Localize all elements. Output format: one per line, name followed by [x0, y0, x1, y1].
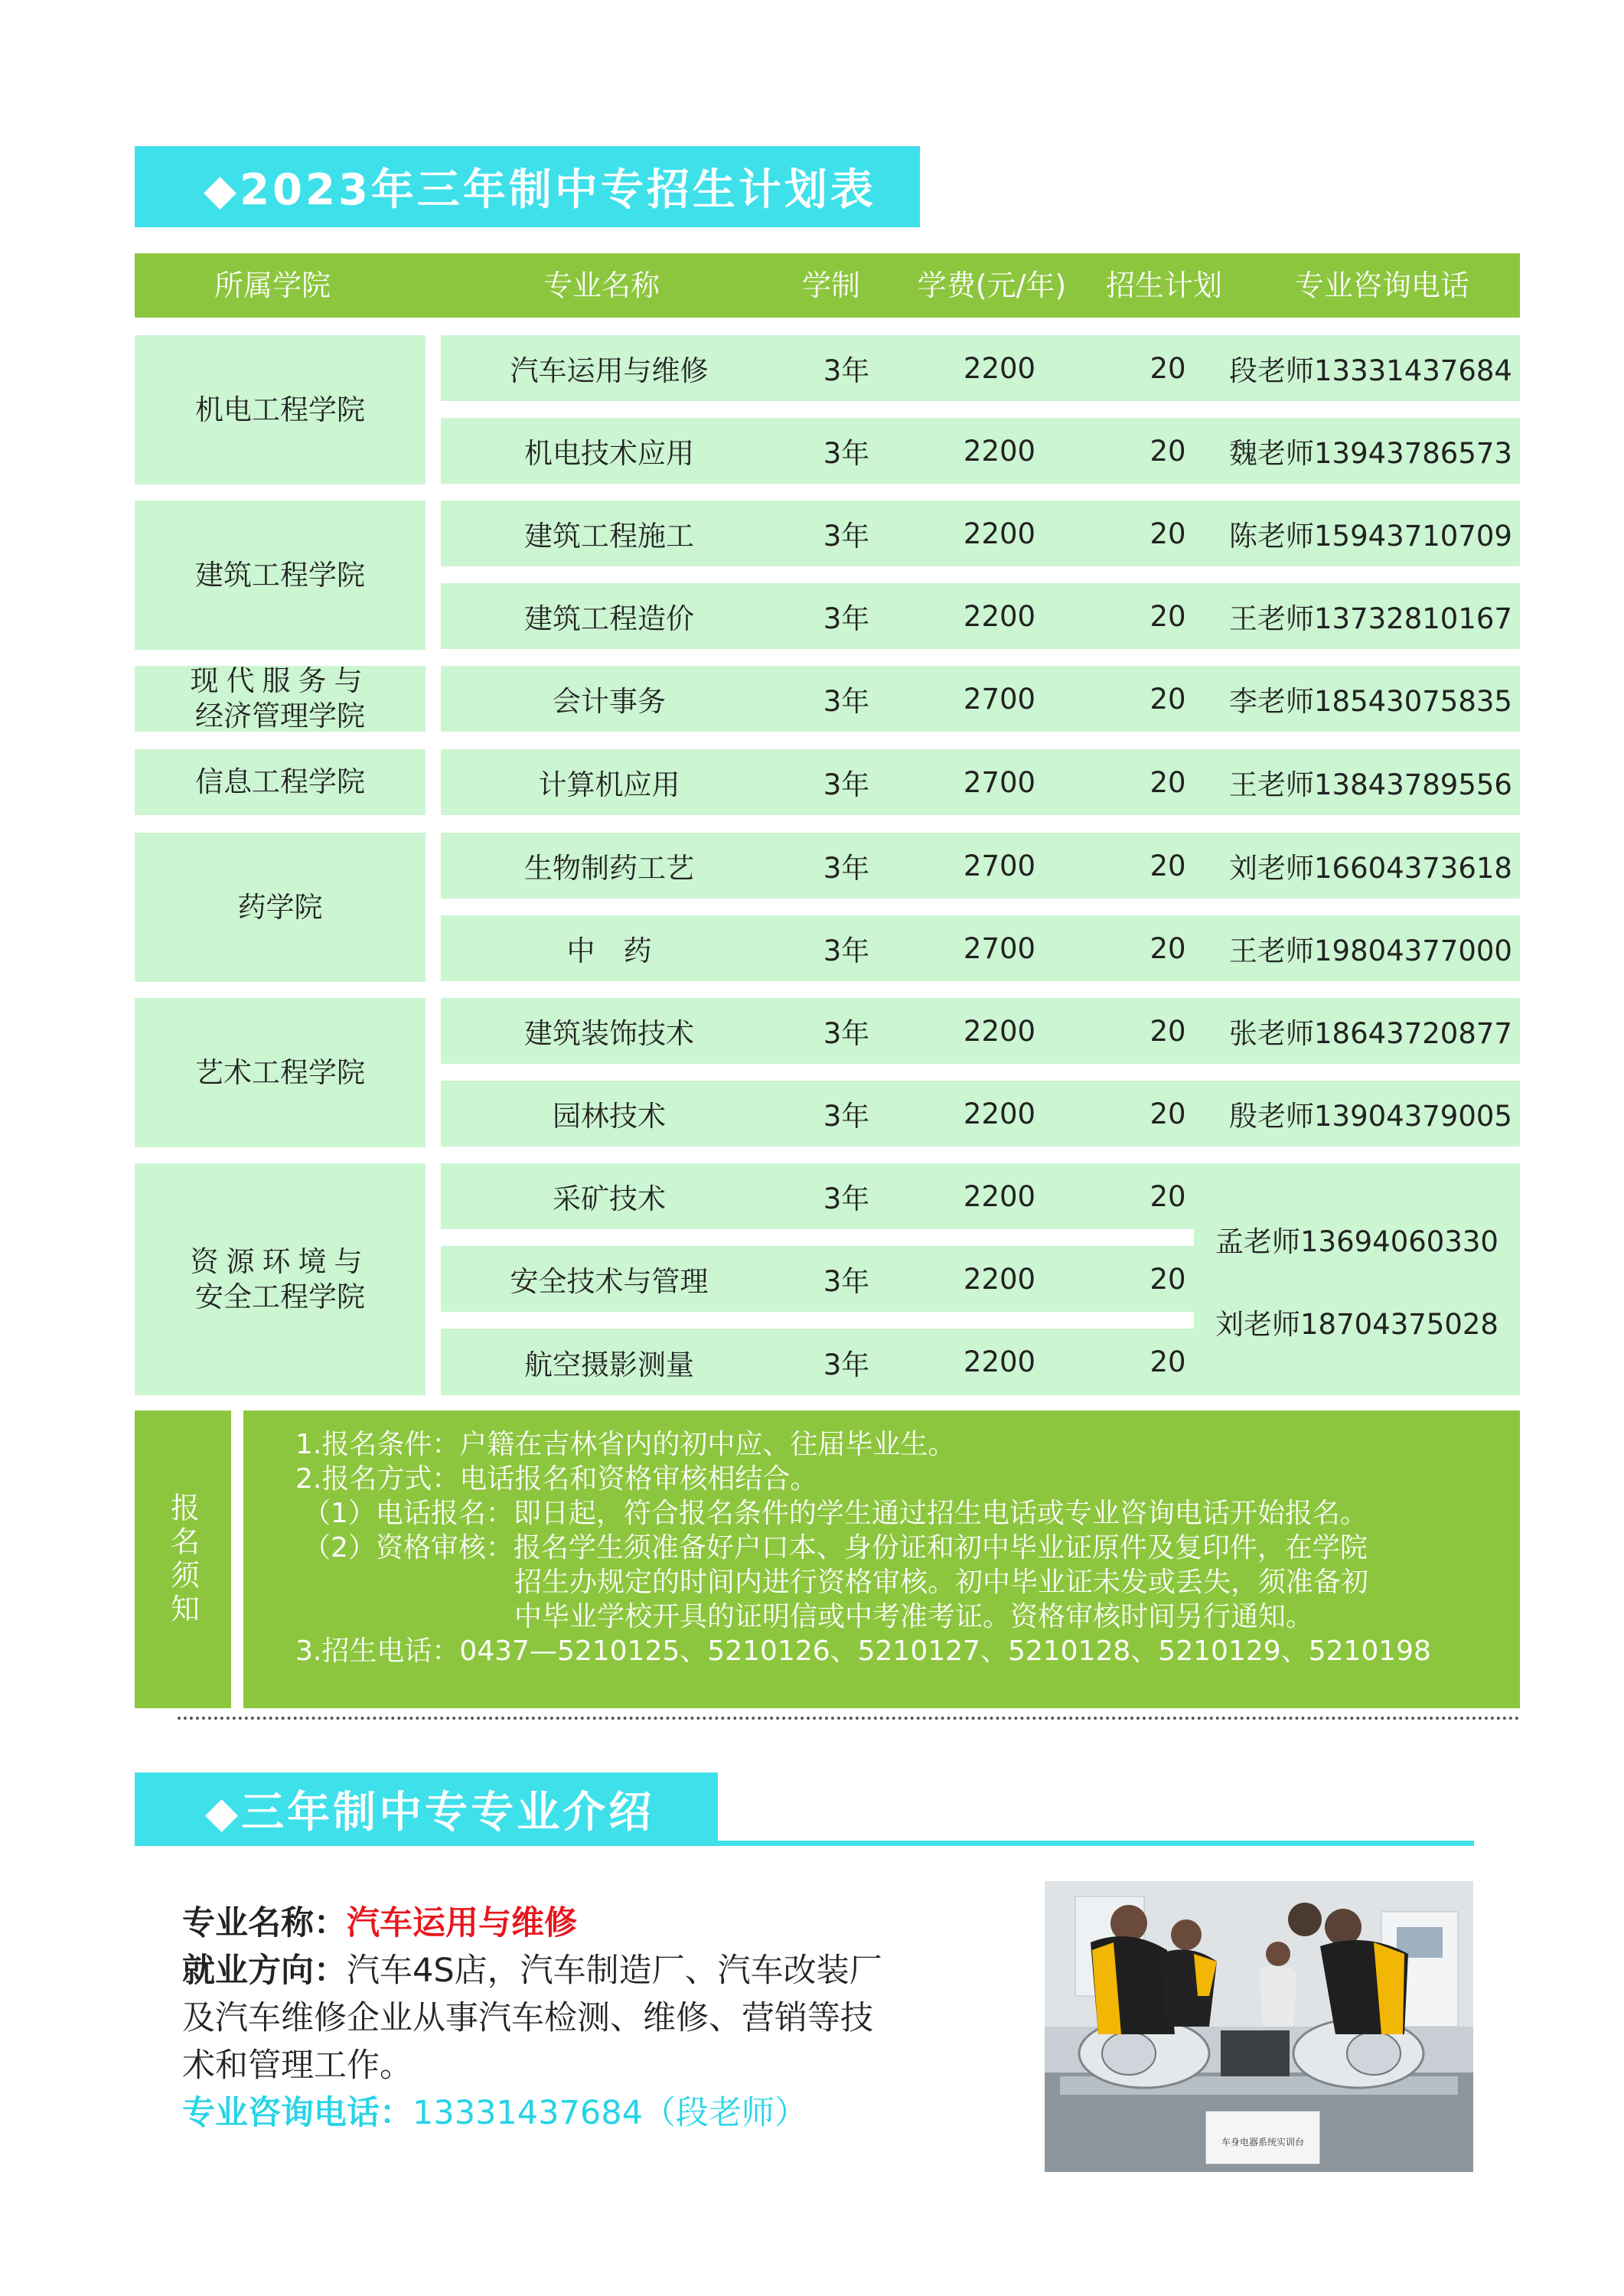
college-name-line1: 资源环境与	[190, 1244, 370, 1278]
table-row	[441, 335, 1520, 401]
plan-cell: 20	[1150, 434, 1186, 468]
major-name-value: 汽车运用与维修	[347, 1904, 577, 1942]
fee-cell: 2200	[963, 351, 1036, 385]
major-cell: 汽车运用与维修	[510, 354, 709, 387]
table-row	[441, 666, 1520, 732]
plan-cell: 20	[1150, 599, 1186, 633]
fee-cell: 2200	[963, 1345, 1036, 1378]
phone-cell: 刘老师16604373618	[1229, 852, 1512, 885]
plan-cell: 20	[1150, 1097, 1186, 1130]
notice-label: 报名须知	[165, 1492, 200, 1627]
table-row	[441, 418, 1520, 484]
table-row	[441, 583, 1520, 649]
notice-line: （1）电话报名：即日起，符合报名条件的学生通过招生电话或专业咨询电话开始报名。	[303, 1498, 1368, 1529]
consult-line	[182, 2089, 978, 2137]
consult-phone: 13331437684（段老师）	[413, 2094, 807, 2132]
plan-cell: 20	[1150, 1262, 1186, 1296]
phone-cell: 陈老师15943710709	[1229, 520, 1512, 553]
table-row	[441, 915, 1520, 981]
fee-cell: 2700	[963, 682, 1036, 716]
phone-cell: 刘老师18704375028	[1194, 1299, 1520, 1345]
college-name: 机电工程学院	[195, 393, 365, 426]
table-row	[441, 1329, 1194, 1395]
college-cell	[135, 998, 426, 1147]
fee-cell: 2200	[963, 1014, 1036, 1048]
header-plan: 招生计划	[1105, 269, 1222, 302]
phone-cell: 李老师18543075835	[1229, 685, 1512, 718]
major-cell: 中 药	[566, 934, 652, 967]
college-name-line1: 现代服务与	[190, 664, 370, 697]
phone-cell: 张老师18643720877	[1229, 1017, 1512, 1050]
years-cell: 3年	[823, 1348, 870, 1381]
header-major: 专业名称	[543, 269, 660, 302]
years-cell: 3年	[823, 602, 870, 635]
plan-title-banner	[135, 146, 920, 227]
intro-title-banner	[135, 1773, 718, 1846]
fee-cell: 2200	[963, 434, 1036, 468]
major-cell: 安全技术与管理	[510, 1265, 709, 1298]
major-cell: 机电技术应用	[524, 437, 694, 470]
phone-cell: 魏老师13943786573	[1229, 437, 1512, 470]
notice-line: 1.报名条件：户籍在吉林省内的初中应、往届毕业生。	[295, 1429, 956, 1460]
plan-cell: 20	[1150, 931, 1186, 965]
header-years: 学制	[801, 269, 860, 302]
college-cell	[135, 666, 426, 732]
fee-cell: 2200	[963, 1179, 1036, 1213]
fee-cell: 2200	[963, 1262, 1036, 1296]
table-header	[135, 253, 1520, 318]
college-name-line2: 安全工程学院	[195, 1280, 365, 1313]
career-label: 就业方向：	[182, 1952, 347, 1990]
major-cell: 航空摄影测量	[524, 1348, 694, 1381]
major-cell: 会计事务	[553, 685, 666, 718]
college-name-line2: 经济管理学院	[195, 700, 365, 732]
phone-cell: 王老师13732810167	[1229, 602, 1512, 635]
header-college: 所属学院	[214, 269, 331, 302]
college-cell	[135, 833, 426, 982]
college-name: 建筑工程学院	[195, 558, 365, 592]
plan-cell: 20	[1150, 682, 1186, 716]
plan-cell: 20	[1150, 517, 1186, 550]
career-text: 及汽车维修企业从事汽车检测、维修、营销等技	[182, 1999, 873, 2037]
years-cell: 3年	[823, 1017, 870, 1050]
years-cell: 3年	[823, 520, 870, 553]
years-cell: 3年	[823, 354, 870, 387]
notice-line: （2）资格审核：报名学生须准备好户口本、身份证和初中毕业证原件及复印件，在学院	[303, 1532, 1368, 1564]
fee-cell: 2200	[963, 517, 1036, 550]
years-cell: 3年	[823, 768, 870, 801]
major-name-label: 专业名称：	[182, 1904, 347, 1942]
table-row	[441, 1246, 1194, 1312]
notice-line: 中毕业学校开具的证明信或中考准考证。资格审核时间另行通知。	[514, 1601, 1314, 1632]
table-row	[441, 501, 1520, 566]
major-cell: 采矿技术	[553, 1182, 666, 1215]
years-cell: 3年	[823, 1265, 870, 1298]
major-cell: 计算机应用	[538, 768, 680, 801]
notice-line: 招生办规定的时间内进行资格审核。初中毕业证未发或丢失，须准备初	[514, 1567, 1369, 1598]
intro-title-underline	[718, 1841, 1474, 1846]
years-cell: 3年	[823, 1100, 870, 1133]
shared-phone-cell	[1194, 1163, 1520, 1395]
major-cell: 建筑工程造价	[524, 602, 694, 635]
major-cell: 建筑装饰技术	[524, 1017, 694, 1050]
years-cell: 3年	[823, 852, 870, 885]
header-phone: 专业咨询电话	[1294, 269, 1469, 302]
header-fee: 学费(元/年)	[917, 269, 1067, 302]
training-bench-sign: 车身电器系统实训台	[1221, 2137, 1305, 2148]
training-photo	[1045, 1881, 1473, 2172]
phone-cell: 殷老师13904379005	[1229, 1100, 1512, 1133]
major-cell: 园林技术	[553, 1100, 666, 1133]
consult-label: 专业咨询电话：	[182, 2094, 413, 2132]
major-cell: 生物制药工艺	[524, 852, 694, 885]
years-cell: 3年	[823, 685, 870, 718]
table-row	[441, 1081, 1520, 1146]
career-line	[182, 1947, 978, 1994]
plan-cell: 20	[1150, 351, 1186, 385]
years-cell: 3年	[823, 934, 870, 967]
plan-cell: 20	[1150, 765, 1186, 799]
phone-cell: 王老师19804377000	[1229, 934, 1512, 967]
college-cell	[135, 1163, 426, 1395]
phone-cell: 王老师13843789556	[1229, 768, 1512, 801]
phone-cell: 段老师13331437684	[1229, 354, 1512, 387]
notice-label-cell	[135, 1411, 231, 1708]
college-cell	[135, 749, 426, 815]
fee-cell: 2200	[963, 1097, 1036, 1130]
plan-cell: 20	[1150, 1014, 1186, 1048]
table-row	[441, 833, 1520, 899]
notice-line: 2.报名方式：电话报名和资格审核相结合。	[295, 1463, 818, 1495]
years-cell: 3年	[823, 1182, 870, 1215]
college-cell	[135, 335, 426, 484]
fee-cell: 2700	[963, 849, 1036, 882]
notice-body	[243, 1411, 1520, 1708]
notice-line: 3.招生电话：0437—5210125、5210126、5210127、5210128、5210129、5210198	[295, 1636, 1431, 1667]
table-row	[441, 1163, 1194, 1229]
plan-title: ◆2023年三年制中专招生计划表	[204, 165, 876, 215]
major-name-line	[182, 1900, 978, 1947]
table-row	[441, 998, 1520, 1064]
phone-cell: 孟老师13694060330	[1194, 1216, 1520, 1262]
years-cell: 3年	[823, 437, 870, 470]
plan-cell: 20	[1150, 1179, 1186, 1213]
major-cell: 建筑工程施工	[524, 520, 694, 553]
college-name: 药学院	[237, 890, 323, 924]
career-text: 汽车4S店，汽车制造厂、汽车改装厂	[347, 1952, 882, 1990]
plan-cell: 20	[1150, 849, 1186, 882]
fee-cell: 2700	[963, 765, 1036, 799]
college-name: 艺术工程学院	[195, 1055, 365, 1089]
table-row	[441, 749, 1520, 815]
intro-title: ◆三年制中专专业介绍	[205, 1788, 655, 1838]
fee-cell: 2700	[963, 931, 1036, 965]
college-cell	[135, 501, 426, 650]
fee-cell: 2200	[963, 599, 1036, 633]
major-intro	[182, 1900, 978, 2137]
college-name: 信息工程学院	[195, 765, 365, 798]
plan-cell: 20	[1150, 1345, 1186, 1378]
dotted-divider	[178, 1717, 1520, 1720]
career-text: 术和管理工作。	[182, 2047, 413, 2085]
